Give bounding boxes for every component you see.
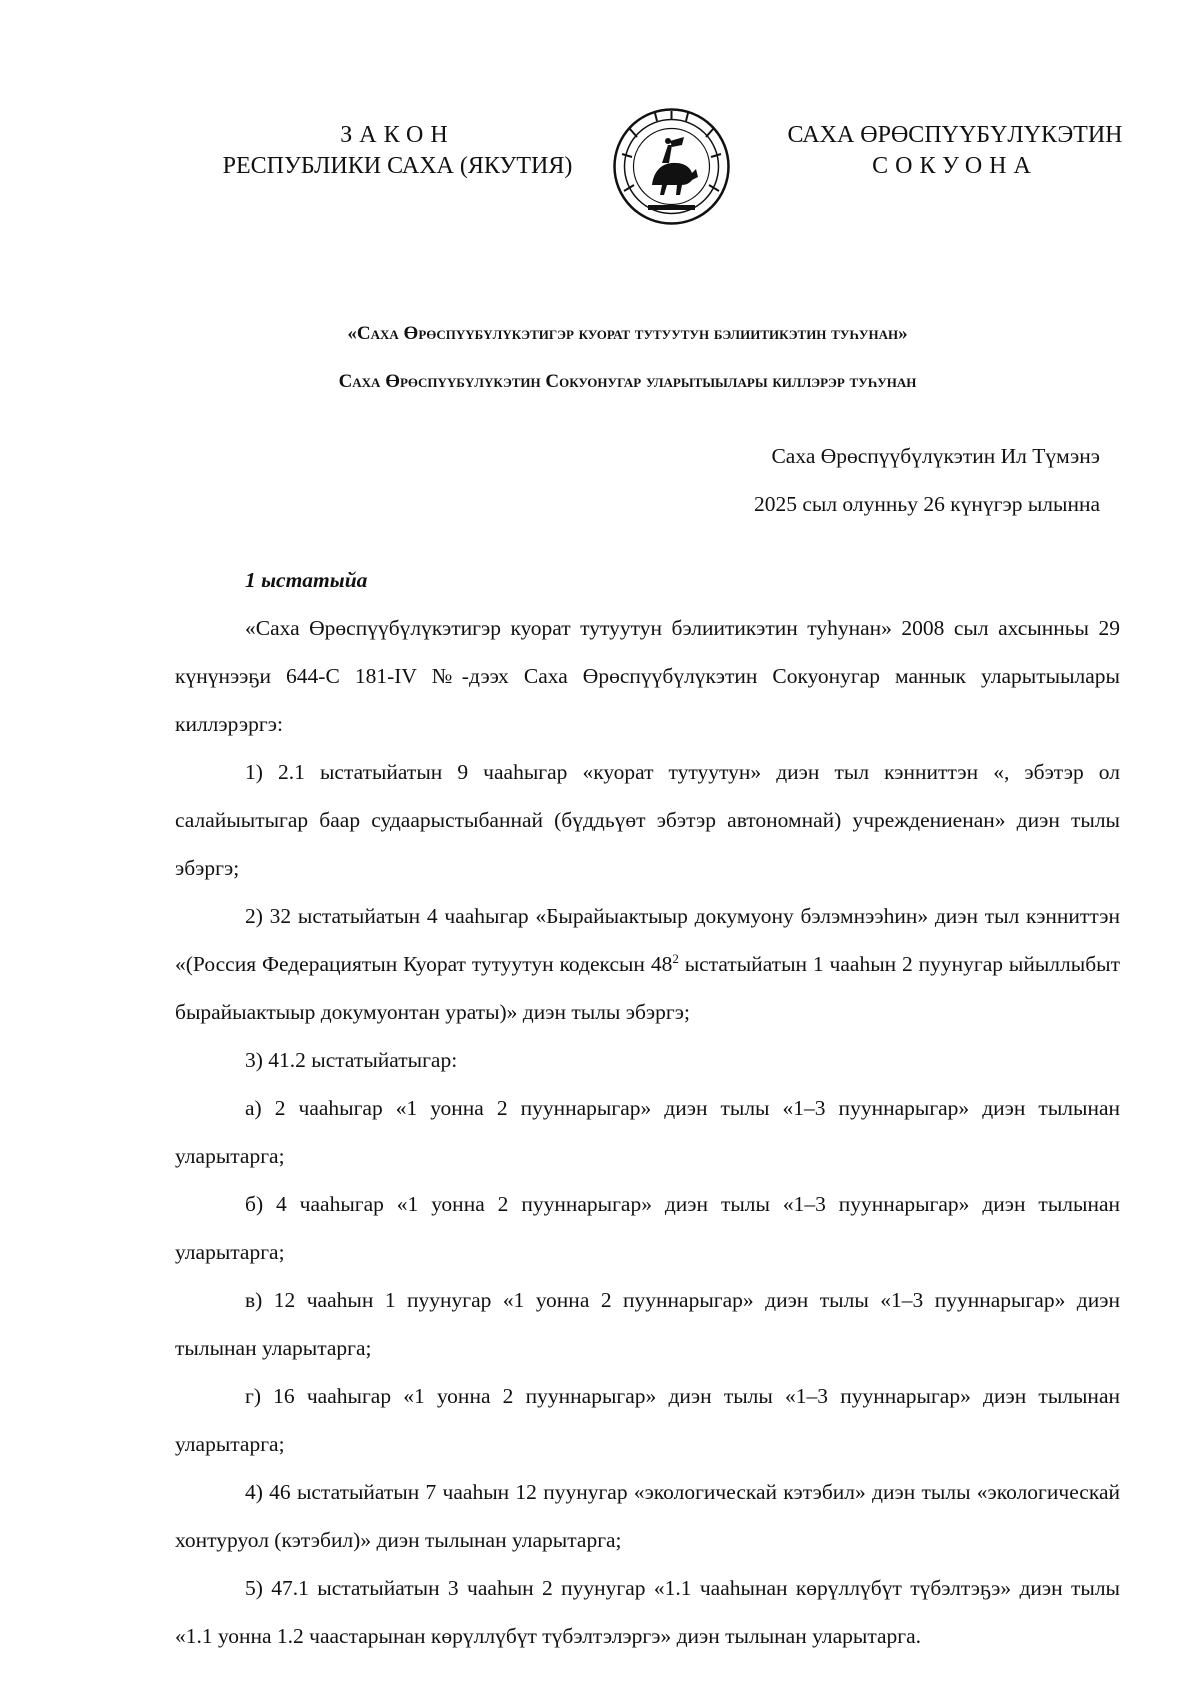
adoption-block xyxy=(754,432,1100,528)
header-left-republic: РЕСПУБЛИКИ САХА (ЯКУТИЯ) xyxy=(222,153,573,179)
article-item-3d: г) 16 чааһыгар «1 уонна 2 пууннарыгар» диэн тылы «1–3 пууннарыгар» диэн тылынан уларытарга; xyxy=(175,1384,1120,1456)
header-right-republic: САХА ӨРӨСПҮҮБҮЛҮКЭТИН xyxy=(787,122,1123,148)
article-item-3c: в) 12 чааһын 1 пуунугар «1 уонна 2 пууннарыгар» диэн тылы «1–3 пууннарыгар» диэн тылынан уларытарга; xyxy=(175,1288,1120,1360)
article-item-2-text: 2) 32 ыстатыйатын 4 чааһыгар «Бырайыактыыр докумуону бэлэмнээһин» диэн тыл кэнниттэн «(Россия Федерациятын Куорат тутуутун кодексын 48 xyxy=(175,904,1120,976)
article-item-3b: б) 4 чааһыгар «1 уонна 2 пууннарыгар» диэн тылы «1–3 пууннарыгар» диэн тылынан уларытарга; xyxy=(175,1192,1120,1264)
header-left-law: ЗАКОН xyxy=(340,122,455,148)
law-title xyxy=(170,310,1085,406)
law-title-line1: «Саха Өрөспүүбүлүкэтигэр куорат тутуутун бэлиитикэтин туһунан» xyxy=(347,323,908,344)
article-item-2-text-end: ыстатыйатын 1 чааһын 2 пуунугар ыйыллыбыт бырайыактыыр докумуонтан ураты)» диэн тылы эбэргэ; xyxy=(175,952,1120,1024)
article-item-2 xyxy=(175,892,1120,1036)
article-heading: 1 ыстатыйа xyxy=(245,568,368,592)
header-right xyxy=(760,120,1150,182)
article-body xyxy=(175,556,1120,1660)
header-right-law: СОКУОНА xyxy=(872,153,1038,179)
article-item-3a: а) 2 чааһыгар «1 уонна 2 пууннарыгар» диэн тылы «1–3 пууннарыгар» диэн тылынан уларытарга; xyxy=(175,1096,1120,1168)
adoption-date: 2025 сыл олунньу 26 күнүгэр ылынна xyxy=(753,492,1100,516)
article-item-2-superscript: 2 xyxy=(672,951,679,966)
article-intro: «Саха Өрөспүүбүлүкэтигэр куорат тутуутун бэлиитикэтин туһунан» 2008 сыл ахсынньы 29 күнүнээҕи 644-С 181-IV №-дээх Саха Өрөспүүбүлүкэтин Сокуонугар маннык уларытыылары киллэрэргэ: xyxy=(175,616,1120,736)
article-item-1: 1) 2.1 ыстатыйатын 9 чааһыгар «куорат тутуутун» диэн тыл кэнниттэн «, эбэтэр ол салайыытыгар баар судаарыстыбаннай (бүддьүөт эбэтэр автономнай) учреждениенан» диэн тылы эбэргэ; xyxy=(175,760,1120,880)
article-item-4: 4) 46 ыстатыйатын 7 чааһын 12 пуунугар «экологическай кэтэбил» диэн тылы «экологическай хонтуруол (кэтэбил)» диэн тылынан уларытарга; xyxy=(175,1480,1120,1552)
adoption-body: Саха Өрөспүүбүлүкэтин Ил Түмэнэ xyxy=(771,444,1100,468)
coat-of-arms-icon xyxy=(612,107,731,226)
article-item-5: 5) 47.1 ыстатыйатын 3 чааһын 2 пуунугар «1.1 чааһынан көрүллүбүт түбэлтэҕэ» диэн тылы «1.1 уонна 1.2 чаастарынан көрүллүбүт түбэлтэлэргэ» диэн тылынан уларытарга. xyxy=(175,1576,1120,1648)
law-title-line2: Саха Өрөспүүбүлүкэтин Сокуонугар уларытыылары киллэрэр туһунан xyxy=(338,371,917,392)
header-left xyxy=(200,120,595,182)
article-item-3: 3) 41.2 ыстатыйатыгар: xyxy=(245,1048,458,1072)
